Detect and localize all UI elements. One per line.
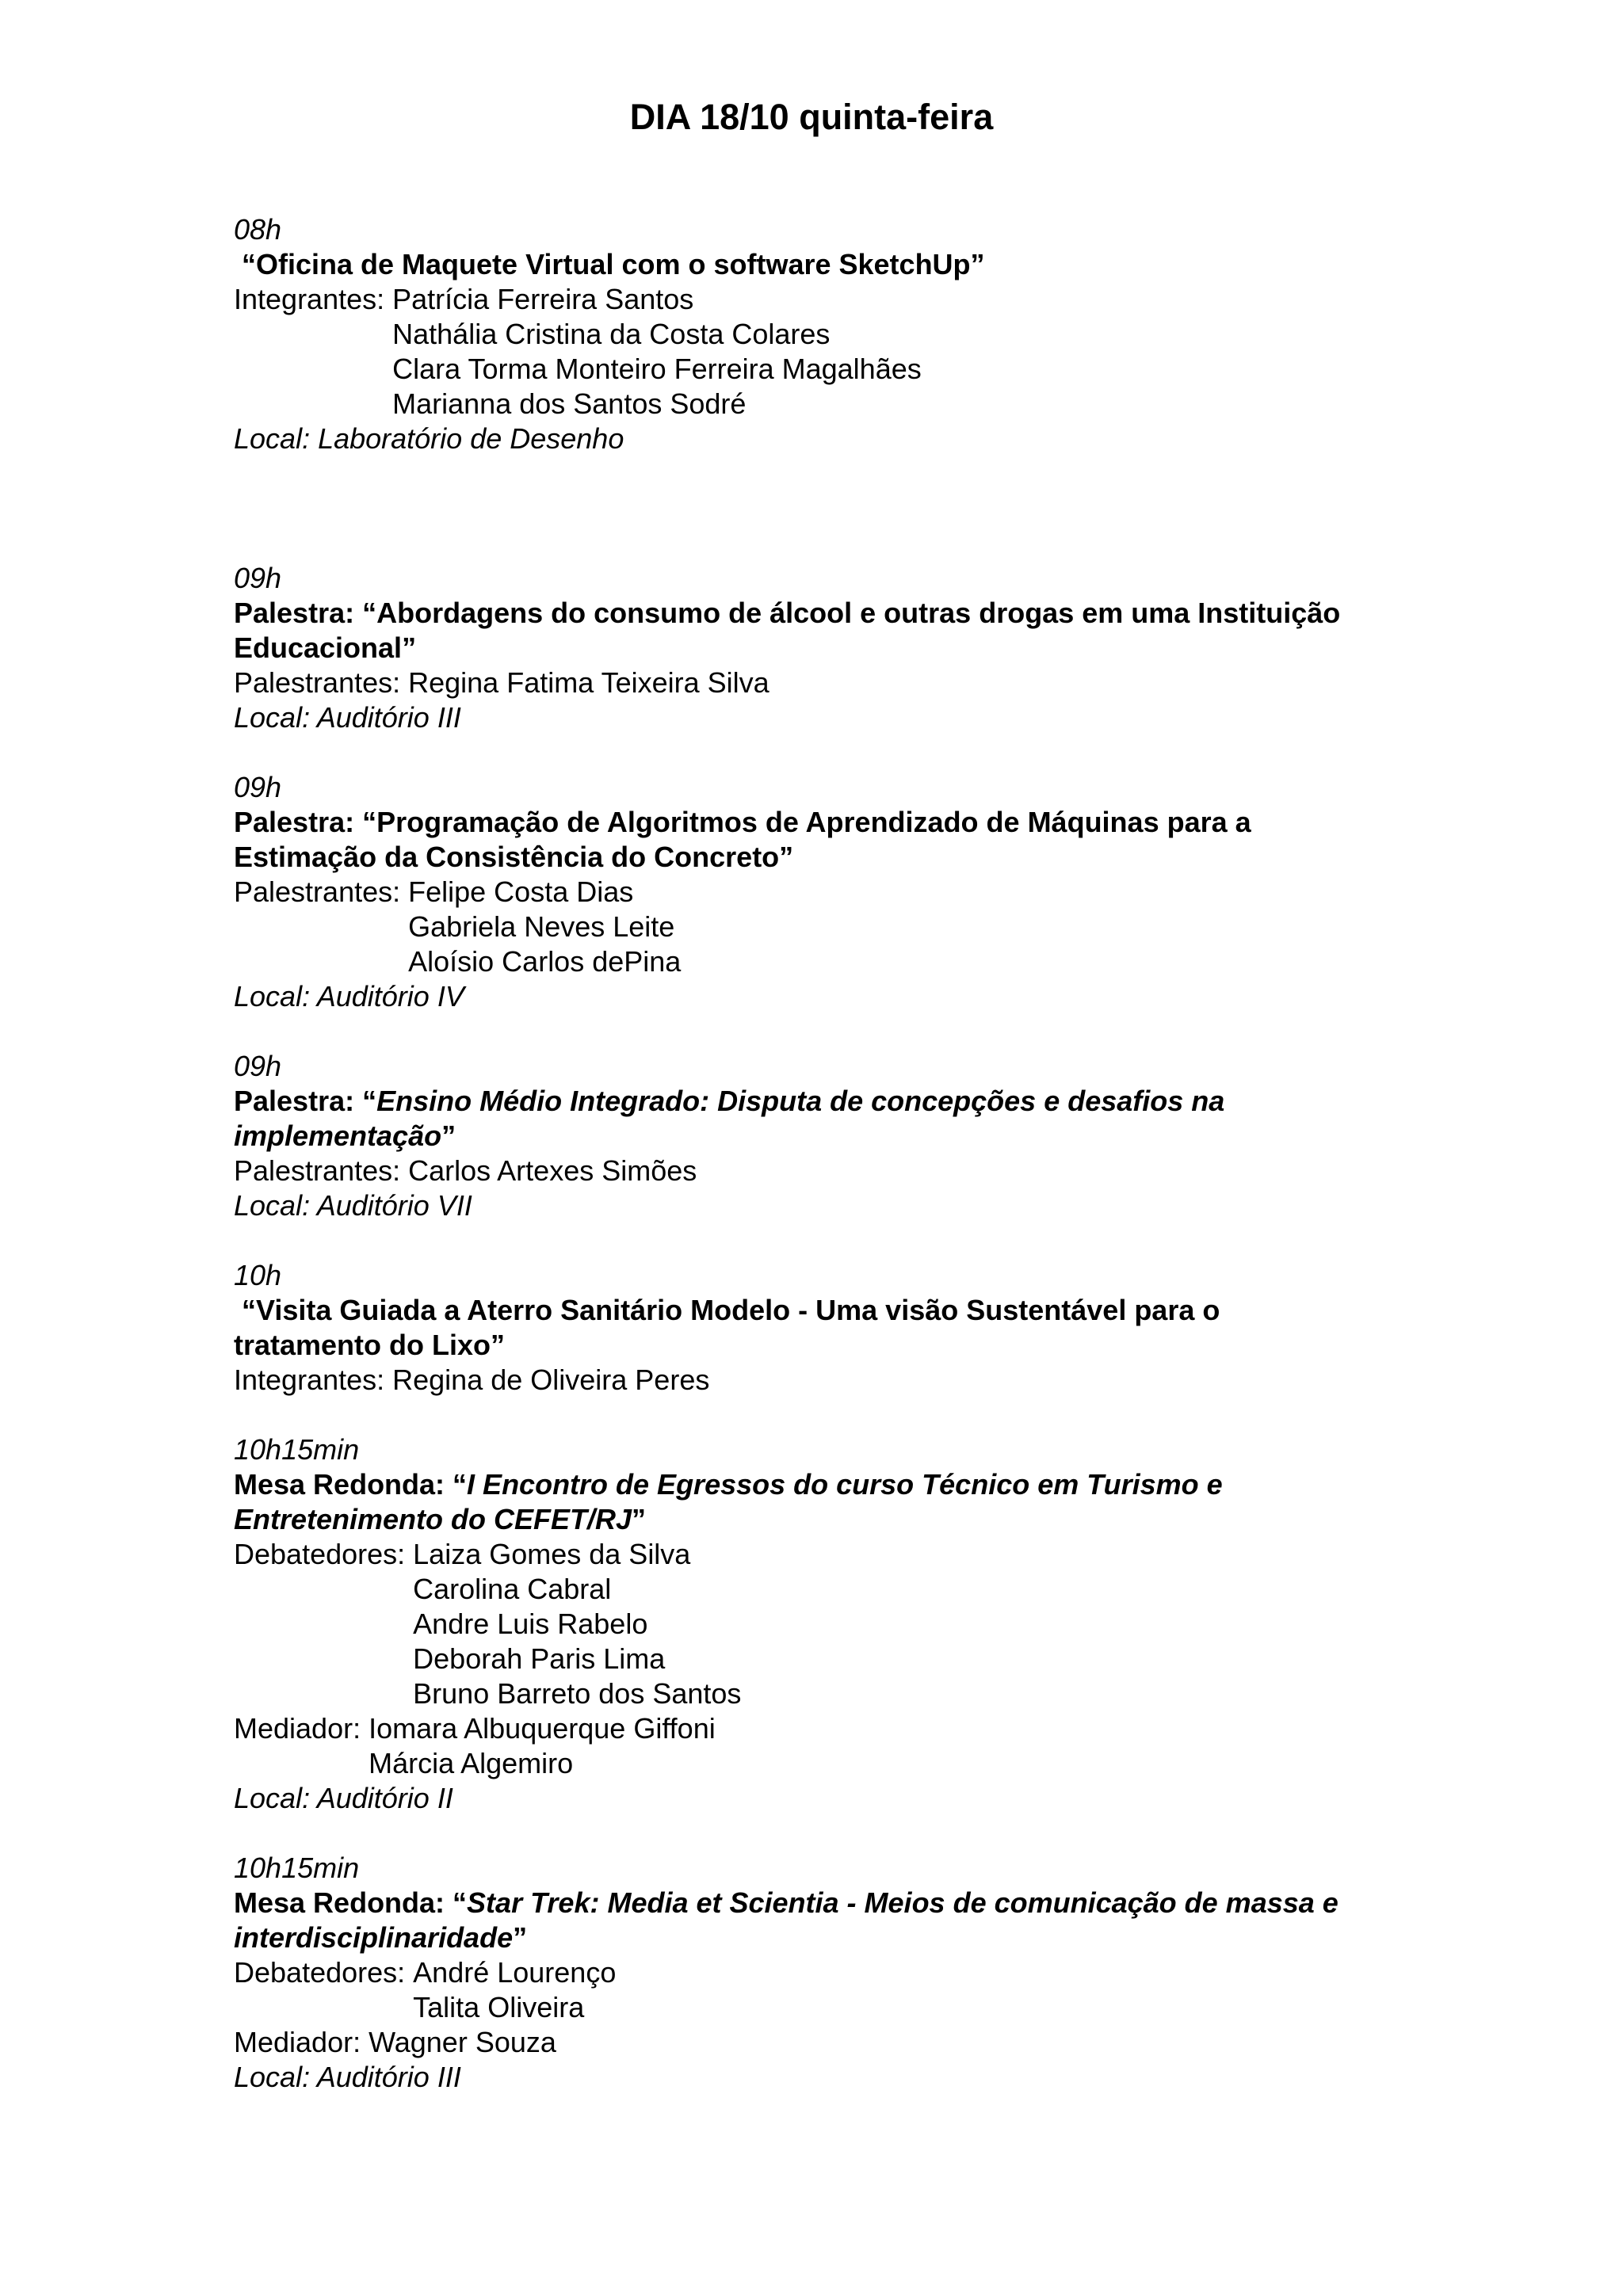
participant-name: Clara Torma Monteiro Ferreira Magalhães — [392, 353, 922, 385]
mediators-label: Mediador: — [234, 2026, 369, 2058]
participants — [234, 1537, 1423, 1711]
participants-label: Integrantes: — [234, 1363, 393, 1396]
event-time: 10h15min — [234, 1852, 360, 1884]
event-location: Local: Auditório VII — [234, 1189, 472, 1222]
participant-name: Carolina Cabral — [413, 1573, 612, 1605]
page-title: DIA 18/10 quinta-feira — [629, 97, 994, 137]
event-title: Palestra: “Ensino Médio Integrado: Disputa de concepções e desafios na implementação” — [234, 1085, 1225, 1152]
mediators-label: Mediador: — [234, 1712, 369, 1745]
event-mesa-star-trek — [234, 1851, 1423, 2095]
participant-name: Aloísio Carlos dePina — [408, 945, 682, 978]
participants — [234, 1154, 1423, 1188]
participant-name: Regina Fatima Teixeira Silva — [408, 666, 769, 699]
event-title: Mesa Redonda: “I Encontro de Egressos do curso Técnico em Turismo e Entretenimento do CEFET/RJ” — [234, 1468, 1223, 1535]
participants — [234, 282, 1423, 421]
participants-label: Debatedores: — [234, 1956, 414, 1989]
event-time: 10h — [234, 1259, 282, 1291]
event-palestra-ensino-medio — [234, 1049, 1423, 1223]
participants — [234, 1363, 1423, 1398]
event-location: Local: Laboratório de Desenho — [234, 422, 624, 455]
mediators — [234, 1711, 1423, 1781]
participants-label: Palestrantes: — [234, 1154, 409, 1187]
event-location: Local: Auditório III — [234, 701, 461, 734]
event-title: Mesa Redonda: “Star Trek: Media et Scientia - Meios de comunicação de massa e interdisciplinaridade” — [234, 1886, 1338, 1954]
mediator-name: Iomara Albuquerque Giffoni — [369, 1712, 716, 1745]
event-palestra-alcool — [234, 561, 1423, 735]
participant-name: Gabriela Neves Leite — [408, 910, 675, 943]
event-time: 10h15min — [234, 1433, 360, 1466]
event-title: “Visita Guiada a Aterro Sanitário Modelo - Uma visão Sustentável para o tratamento do Lixo” — [234, 1294, 1220, 1361]
event-title: Palestra: “Programação de Algoritmos de Aprendizado de Máquinas para a Estimação da Consistência do Concreto” — [234, 806, 1251, 873]
participant-name: Deborah Paris Lima — [413, 1642, 666, 1675]
mediators — [234, 2025, 1423, 2060]
participant-name: Patrícia Ferreira Santos — [392, 283, 694, 315]
participant-name: Felipe Costa Dias — [408, 875, 634, 908]
event-title: Palestra: “Abordagens do consumo de álcool e outras drogas em uma Instituição Educacional” — [234, 597, 1341, 664]
participant-name: Nathália Cristina da Costa Colares — [392, 318, 831, 350]
participant-name: Andre Luis Rabelo — [413, 1608, 648, 1640]
event-location: Local: Auditório IV — [234, 980, 464, 1013]
participants — [234, 666, 1423, 700]
participants-label: Integrantes: — [234, 283, 393, 315]
participant-name: Carlos Artexes Simões — [408, 1154, 697, 1187]
participant-name: Regina de Oliveira Peres — [392, 1363, 710, 1396]
participant-name: Talita Oliveira — [413, 1991, 585, 2023]
participant-name: Marianna dos Santos Sodré — [392, 387, 747, 420]
schedule — [234, 212, 1423, 2095]
participants — [234, 875, 1423, 979]
participants — [234, 1955, 1423, 2025]
mediator-name: Márcia Algemiro — [369, 1747, 574, 1779]
event-location: Local: Auditório III — [234, 2061, 461, 2093]
participant-name: Bruno Barreto dos Santos — [413, 1677, 742, 1710]
event-time: 08h — [234, 213, 282, 246]
event-title: “Oficina de Maquete Virtual com o software SketchUp” — [234, 248, 985, 280]
participant-name: Laiza Gomes da Silva — [413, 1538, 691, 1570]
participants-label: Debatedores: — [234, 1538, 414, 1570]
event-time: 09h — [234, 562, 282, 594]
participant-name: André Lourenço — [413, 1956, 617, 1989]
event-mesa-egressos — [234, 1432, 1423, 1816]
event-palestra-algoritmos — [234, 770, 1423, 1014]
event-visita-aterro — [234, 1258, 1423, 1398]
event-time: 09h — [234, 771, 282, 803]
mediator-name: Wagner Souza — [369, 2026, 556, 2058]
participants-label: Palestrantes: — [234, 666, 409, 699]
event-oficina-sketchup — [234, 212, 1423, 456]
event-location: Local: Auditório II — [234, 1782, 453, 1814]
event-time: 09h — [234, 1050, 282, 1082]
participants-label: Palestrantes: — [234, 875, 409, 908]
